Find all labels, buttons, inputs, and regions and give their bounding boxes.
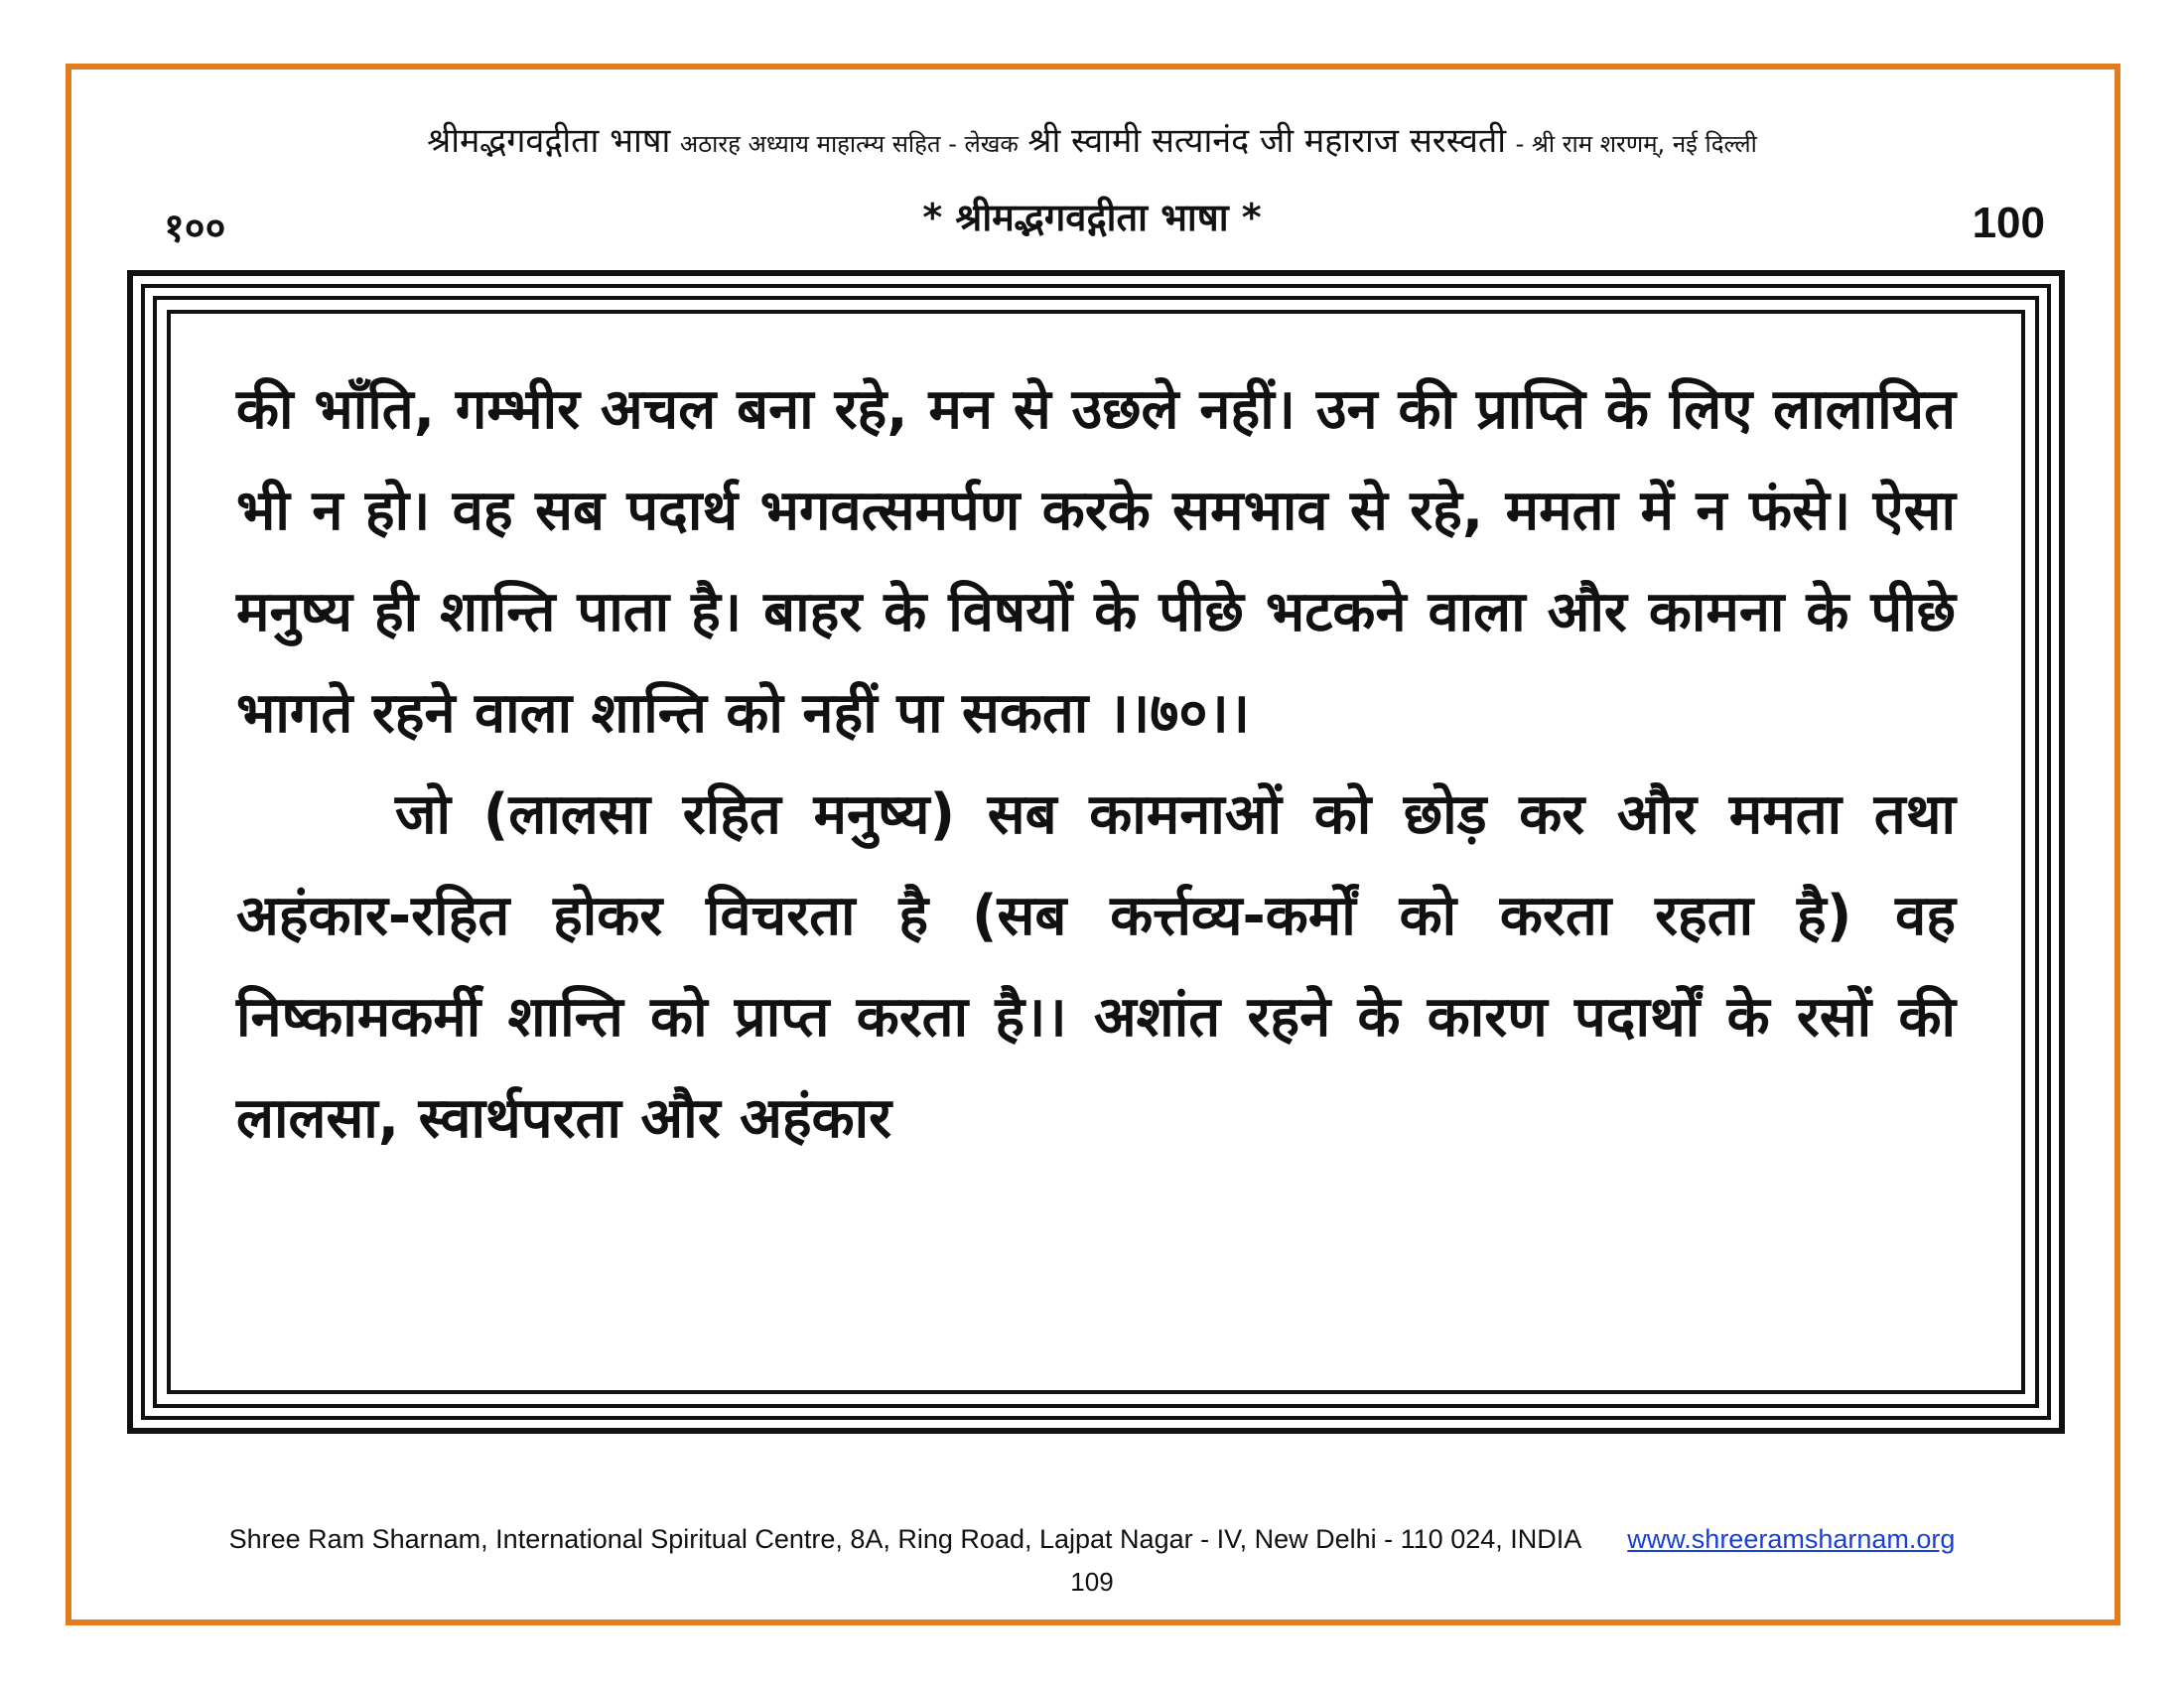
book-subtitle: अठारह अध्याय माहात्म्य सहित - लेखक	[679, 130, 1019, 158]
running-title: * श्रीमद्भगवद्गीता भाषा *	[922, 196, 1262, 239]
text-frame	[127, 270, 2065, 1434]
book-publisher: - श्री राम शरणम्, नई दिल्ली	[1515, 130, 1757, 158]
book-title: श्रीमद्भगवद्गीता भाषा	[427, 121, 671, 161]
pdf-page-number: 109	[1070, 1567, 1114, 1597]
page-number-devanagari: १००	[164, 206, 226, 251]
footer-address: Shree Ram Sharnam, International Spiritual Centre, 8A, Ring Road, Lajpat Nagar - IV, New Delhi - 110 024, INDIA	[228, 1524, 1580, 1554]
book-header	[79, 119, 2105, 166]
text-frame-inner	[167, 310, 2025, 1394]
website-link[interactable]: www.shreeramsharnam.org	[1627, 1524, 1956, 1554]
book-author: श्री स्वामी सत्यानंद जी महाराज सरस्वती	[1027, 121, 1507, 161]
page-number-latin: 100	[1972, 199, 2045, 247]
footer-address-line	[79, 1524, 2105, 1555]
paragraph: जो (लालसा रहित मनुष्य) सब कामनाओं को छोड़ कर और ममता तथा अहंकार-रहित होकर विचरता है (सब कर्त्तव्य-कर्मों को करता रहता है) वह निष्कामकर्मी शान्ति को प्राप्त करता है।। अशांत रहने के कारण पदार्थों के रसों की लालसा, स्वार्थपरता और अहंकार	[236, 782, 1956, 1151]
paragraph: की भाँति, गम्भीर अचल बना रहे, मन से उछले नहीं। उन की प्राप्ति के लिए लालायित भी न हो। वह सब पदार्थ भगवत्समर्पण करके समभाव से रहे, ममता में न फंसे। ऐसा मनुष्य ही शान्ति पाता है। बाहर के विषयों के पीछे भटकने वाला और कामना के पीछे भागते रहने वाला शान्ति को नहीं पा सकता ।।७०।।	[236, 377, 1956, 746]
